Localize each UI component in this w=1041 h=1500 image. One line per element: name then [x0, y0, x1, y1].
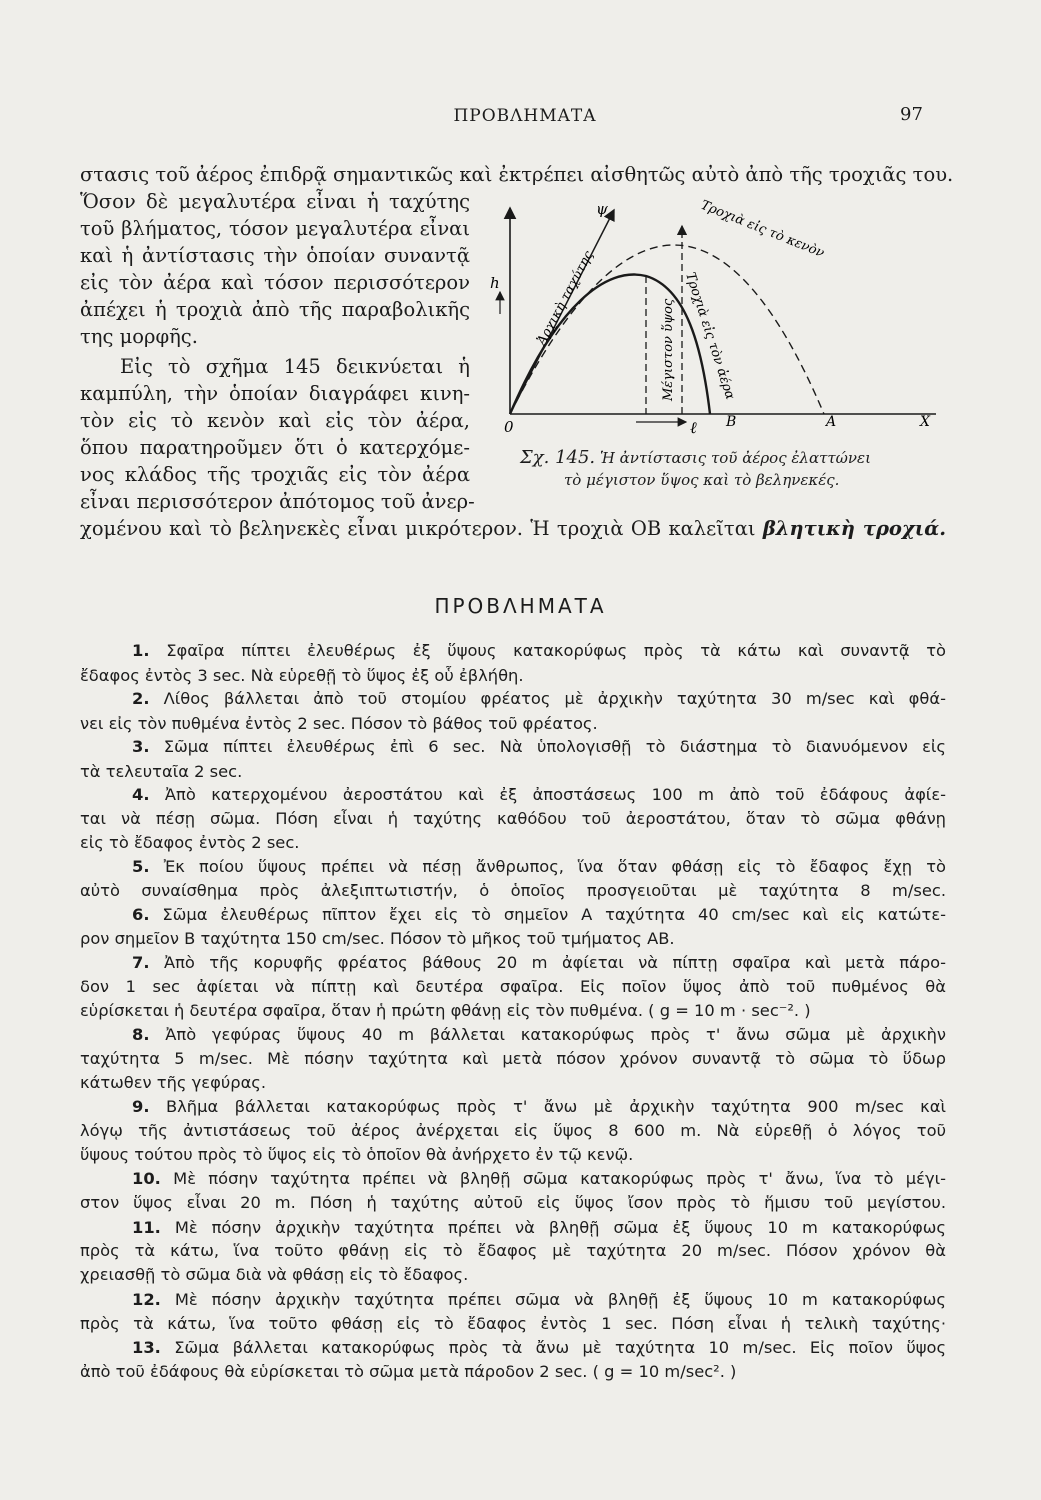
intro-line: τοῦ βλήματος, τόσον μεγαλυτέρα εἶναι — [80, 217, 470, 240]
problem-text: Ἀπὸ γεφύρας ὕψους 40 m βάλλεται κατακορύφως πρὸς τ' ἄνω σῶμα μὲ ἀρχικὴν — [165, 1025, 946, 1044]
problem-line — [132, 904, 946, 926]
running-header: ΠΡΟΒΛΗΜΑΤΑ — [453, 106, 597, 126]
problem-line — [132, 1337, 946, 1359]
problem-text: Μὲ πόσην ἀρχικὴν ταχύτητα πρέπει σῶμα νὰ βληθῇ ἐξ ὕψους 10 m κατακορύφως — [174, 1290, 946, 1309]
problem-number: 1. — [132, 641, 150, 660]
intro-line: Ὅσον δὲ μεγαλυτέρα εἶναι ἡ ταχύτης — [80, 190, 470, 213]
problem-line — [80, 1048, 946, 1070]
intro-line: στασις τοῦ ἀέρος ἐπιδρᾷ σημαντικῶς καὶ ἐκτρέπει αἰσθητῶς αὐτὸ ἀπὸ τῆς τροχιᾶς του. — [80, 163, 954, 186]
vacuum-trajectory-label: Τροχιὰ εἰς τὸ κενὸν — [698, 197, 827, 262]
problem-number: 7. — [132, 953, 150, 972]
problem-line — [80, 713, 946, 735]
intro-line: εἰς τὸν ἀέρα καὶ τόσον περισσότερον — [80, 271, 470, 294]
problem-text: δον 1 sec ἀφίεται νὰ πίπτῃ καὶ δευτέρα σφαῖρα. Εἰς ποῖον ὕψος ἀπὸ τοῦ πυθμένος θὰ — [80, 977, 946, 996]
problem-line — [132, 688, 946, 710]
intro-line: ἀπέχει ἡ τροχιὰ ἀπὸ τῆς παραβολικῆς — [80, 298, 470, 321]
problem-number: 5. — [132, 857, 150, 876]
problem-number: 6. — [132, 905, 150, 924]
problem-line — [80, 1120, 946, 1142]
page-number: 97 — [900, 104, 923, 125]
problem-line — [132, 1217, 946, 1239]
problem-text: εὑρίσκεται ἡ δευτέρα σφαῖρα, ὅταν ἡ πρώτη φθάνῃ εἰς τὸν πυθμένα. ( g = 10 m · sec⁻². ) — [80, 1001, 811, 1020]
intro-line: καὶ ἡ ἀντίστασις τὴν ὁποίαν συναντᾷ — [80, 244, 470, 267]
problem-line — [80, 665, 946, 687]
problems-heading: ΠΡΟΒΛΗΜΑΤΑ — [434, 594, 607, 618]
max-height-label: Μέγιστον ὕψος — [661, 298, 676, 401]
problem-line — [80, 761, 946, 783]
intro-line: ὅπου παρατηροῦμεν ὅτι ὁ κατερχόμε- — [80, 436, 470, 459]
problem-text: Σῶμα βάλλεται κατακορύφως πρὸς τὰ ἄνω μὲ ταχύτητα 10 m/sec. Εἰς ποῖον ὕψος — [174, 1338, 946, 1357]
intro-line: καμπύλη, τὴν ὁποίαν διαγράφει κινη- — [80, 382, 470, 405]
problem-line — [80, 1072, 946, 1094]
problem-line — [132, 640, 946, 662]
problem-text: ὕψους τούτου πρὸς τὸ ὕψος εἰς τὸ ὁποῖον θὰ ἀνήρχετο ἐν τῷ κενῷ. — [80, 1145, 634, 1164]
problem-line — [132, 1024, 946, 1046]
problem-line — [132, 856, 946, 878]
problem-number: 9. — [132, 1097, 150, 1116]
ballistic-trajectory-term: βλητικὴ τροχιά. — [762, 517, 946, 540]
problem-text: Σῶμα ἐλευθέρως πῖπτον ἔχει εἰς τὸ σημεῖον Α ταχύτητα 40 cm/sec καὶ εἰς κατώτε- — [162, 905, 946, 924]
air-trajectory-label: Τροχιὰ εἰς τὸν ἀέρα — [682, 270, 738, 402]
problem-text: ἀπὸ τοῦ ἐδάφους θὰ εὑρίσκεται τὸ σῶμα μετὰ πάροδον 2 sec. ( g = 10 m/sec². ) — [80, 1362, 737, 1381]
problem-text: αὐτὸ συναίσθημα πρὸς ἀλεξιπτωτιστήν, ὁ ὁποῖος προσγειοῦται μὲ ταχύτητα 8 m/sec. — [80, 881, 946, 900]
problem-line — [80, 832, 946, 854]
problem-number: 12. — [132, 1290, 161, 1309]
problem-text: εἰς τὸ ἔδαφος ἐντὸς 2 sec. — [80, 833, 300, 852]
intro-last-line — [80, 517, 946, 541]
problem-text: πρὸς τὰ κάτω, ἵνα τοῦτο φθάσῃ εἰς τὸ ἔδαφος ἐντὸς 1 sec. Πόση εἶναι ἡ τελικὴ ταχύτης· — [80, 1314, 946, 1333]
problem-text: Σῶμα πίπτει ἐλευθέρως ἐπὶ 6 sec. Νὰ ὑπολογισθῇ τὸ διάστημα τὸ διανυόμενον εἰς — [163, 737, 946, 756]
problem-line — [132, 736, 946, 758]
problem-text: κάτωθεν τῆς γεφύρας. — [80, 1073, 267, 1092]
problem-number: 2. — [132, 689, 150, 708]
problem-text: Μὲ πόσην ἀρχικὴν ταχύτητα πρέπει νὰ βληθῇ σῶμα ἐξ ὕψους 10 m κατακορύφως — [174, 1218, 946, 1237]
problem-number: 4. — [132, 785, 150, 804]
problem-text: Μὲ πόσην ταχύτητα πρέπει νὰ βληθῇ σῶμα κατακορύφως πρὸς τ' ἄνω, ἵνα τὸ μέγι- — [173, 1169, 946, 1188]
problem-text: ται νὰ πέσῃ σῶμα. Πόση εἶναι ἡ ταχύτης καθόδου τοῦ ἀεροστάτου, ὅταν τὸ σῶμα φθάνῃ — [80, 809, 946, 828]
intro-line: νος κλάδος τῆς τροχιᾶς εἰς τὸν ἀέρα — [80, 463, 470, 486]
figure-caption — [520, 447, 940, 491]
problem-text: νει εἰς τὸν πυθμένα ἐντὸς 2 sec. Πόσον τὸ βάθος τοῦ φρέατος. — [80, 714, 598, 733]
range-label: ℓ — [690, 418, 697, 437]
problem-line — [132, 1289, 946, 1311]
problem-number: 11. — [132, 1218, 161, 1237]
problem-line — [132, 784, 946, 806]
problem-text: ρον σημεῖον Β ταχύτητα 150 cm/sec. Πόσον τὸ μῆκος τοῦ τμήματος ΑΒ. — [80, 929, 675, 948]
problem-line — [80, 928, 946, 950]
problem-line — [80, 1144, 946, 1166]
figure-caption-label: Σχ. 145. — [520, 447, 596, 468]
figure-caption-line-1 — [520, 447, 940, 469]
figure-caption-text-1: Ἡ ἀντίστασις τοῦ ἀέρος ἐλαττώνει — [599, 449, 871, 467]
point-b-label: B — [726, 414, 737, 430]
problem-text: Ἐκ ποίου ὕψους πρέπει νὰ πέσῃ ἄνθρωπος, ἵνα ὅταν φθάσῃ εἰς τὸ ἔδαφος ἔχῃ τὸ — [163, 857, 946, 876]
problem-text: τὰ τελευταῖα 2 sec. — [80, 762, 243, 781]
problem-text: Ἀπὸ τῆς κορυφῆς φρέατος βάθους 20 m ἀφίεται νὰ πίπτῃ σφαῖρα καὶ μετὰ πάρο- — [163, 953, 946, 972]
problem-number: 8. — [132, 1025, 150, 1044]
problem-line — [80, 1313, 946, 1335]
problem-line — [80, 1000, 946, 1022]
problem-text: ἔδαφος ἐντὸς 3 sec. Νὰ εὑρεθῇ τὸ ὕψος ἐξ οὗ ἐβλήθη. — [80, 666, 524, 685]
problem-line — [80, 1264, 946, 1286]
figure-145-trajectory-diagram — [490, 196, 944, 437]
intro-last-line-text: χομένου καὶ τὸ βεληνεκὲς εἶναι μικρότερον. Ἡ τροχιὰ ΟΒ καλεῖται — [80, 517, 756, 540]
origin-label: 0 — [504, 418, 514, 436]
problem-line — [132, 1096, 946, 1118]
y-axis-label: ψ — [596, 200, 608, 218]
problem-text: Λίθος βάλλεται ἀπὸ τοῦ στομίου φρέατος μὲ ἀρχικὴν ταχύτητα 30 m/sec καὶ φθά- — [163, 689, 946, 708]
point-a-label: A — [826, 414, 837, 430]
intro-line: εἶναι περισσότερον ἀπότομος τοῦ ἀνερ- — [80, 490, 475, 513]
problem-text: Σφαῖρα πίπτει ἐλευθέρως ἐξ ὕψους κατακορύφως πρὸς τὰ κάτω καὶ συναντᾷ τὸ — [166, 641, 946, 660]
problem-line — [80, 1240, 946, 1262]
problem-text: Βλῆμα βάλλεται κατακορύφως πρὸς τ' ἄνω μὲ ἀρχικὴν ταχύτητα 900 m/sec καὶ — [166, 1097, 947, 1116]
problem-line — [80, 808, 946, 830]
intro-line: της μορφῆς. — [80, 325, 198, 348]
problem-text: χρειασθῇ τὸ σῶμα διὰ νὰ φθάσῃ εἰς τὸ ἔδαφος. — [80, 1265, 469, 1284]
x-axis-label: X — [920, 414, 930, 430]
problem-line — [80, 880, 946, 902]
problem-number: 13. — [132, 1338, 161, 1357]
problem-text: πρὸς τὰ κάτω, ἵνα τοῦτο φθάνῃ εἰς τὸ ἔδαφος μὲ ταχύτητα 20 m/sec. Πόσον χρόνον θὰ — [80, 1241, 946, 1260]
problem-number: 3. — [132, 737, 150, 756]
problem-text: ταχύτητα 5 m/sec. Μὲ πόσην ταχύτητα καὶ μετὰ πόσον χρόνον συναντᾷ τὸ σῶμα τὸ ὕδωρ — [80, 1049, 946, 1068]
intro-line: Εἰς τὸ σχῆμα 145 δεικνύεται ἡ — [120, 355, 470, 378]
problem-text: Ἀπὸ κατερχομένου ἀεροστάτου καὶ ἐξ ἀποστάσεως 100 m ἀπὸ τοῦ ἐδάφους ἀφίε- — [164, 785, 946, 804]
initial-velocity-label: Ἀρχικὴ ταχύτης — [534, 248, 597, 348]
problem-line — [132, 952, 946, 974]
height-label: h — [490, 274, 500, 292]
problem-line — [80, 1361, 946, 1383]
problem-line — [80, 976, 946, 998]
problem-text: στον ὕψος εἶναι 20 m. Πόση ἡ ταχύτης αὐτοῦ εἰς ὕψος ἴσον πρὸς τὸ ἥμισυ τοῦ μεγίστου. — [80, 1193, 946, 1212]
problem-text: λόγῳ τῆς ἀντιστάσεως τοῦ ἀέρος ἀνέρχεται εἰς ὕψος 8 600 m. Νὰ εὑρεθῇ ὁ λόγος τοῦ — [80, 1121, 946, 1140]
problem-line — [80, 1192, 946, 1214]
problem-number: 10. — [132, 1169, 161, 1188]
figure-caption-text-2: τὸ μέγιστον ὕψος καὶ τὸ βεληνεκές. — [564, 471, 840, 489]
intro-line: τὸν εἰς τὸ κενὸν καὶ εἰς τὸν ἀέρα, — [80, 409, 470, 432]
problem-line — [132, 1168, 946, 1190]
